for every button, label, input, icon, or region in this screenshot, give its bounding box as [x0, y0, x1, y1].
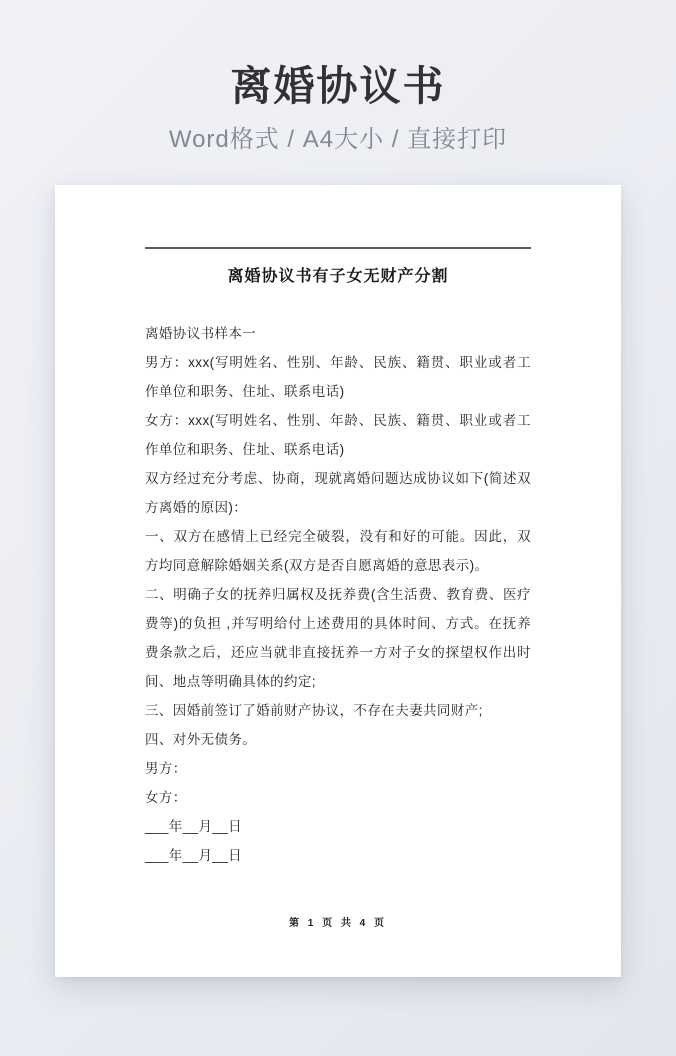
document-paragraph: 四、对外无债务。	[145, 732, 257, 747]
title-divider-rule	[145, 247, 531, 249]
page-header	[0, 0, 676, 185]
document-paragraph: ___年__月__日	[145, 819, 243, 834]
document-paragraph: 女方：	[145, 790, 187, 805]
page-subtitle: Word格式 / A4大小 / 直接打印	[168, 126, 508, 154]
document-body	[145, 319, 531, 870]
page-title: 离婚协议书	[230, 63, 446, 109]
document-paragraph: 离婚协议书样本一	[145, 326, 257, 341]
document-title: 离婚协议书有子女无财产分割	[227, 268, 449, 285]
document-paragraph: 三、因婚前签订了婚前财产协议，不存在夫妻共同财产;	[145, 703, 483, 718]
document-paragraph: 男方：xxx(写明姓名、性别、年龄、民族、籍贯、职业或者工作单位和职务、住址、联系电话)	[145, 355, 531, 399]
page-number-footer: 第 1 页 共 4 页	[288, 918, 387, 929]
document-paragraph: 双方经过充分考虑、协商，现就离婚问题达成协议如下(简述双方离婚的原因)：	[145, 471, 531, 515]
document-paragraph: 男方：	[145, 761, 187, 776]
document-paragraph: 二、明确子女的抚养归属权及抚养费(含生活费、教育费、医疗费等)的负担 ,并写明给付上述费用的具体时间、方式。在抚养费条款之后，还应当就非直接抚养一方对子女的探望权作出时间、地点等明确具体的约定;	[145, 587, 531, 689]
document-paragraph: 女方：xxx(写明姓名、性别、年龄、民族、籍贯、职业或者工作单位和职务、住址、联系电话)	[145, 413, 531, 457]
document-paragraph: ___年__月__日	[145, 848, 243, 863]
document-preview-page	[55, 185, 621, 977]
document-paragraph: 一、双方在感情上已经完全破裂，没有和好的可能。因此，双方均同意解除婚姻关系(双方是否自愿离婚的意思表示)。	[145, 529, 531, 573]
